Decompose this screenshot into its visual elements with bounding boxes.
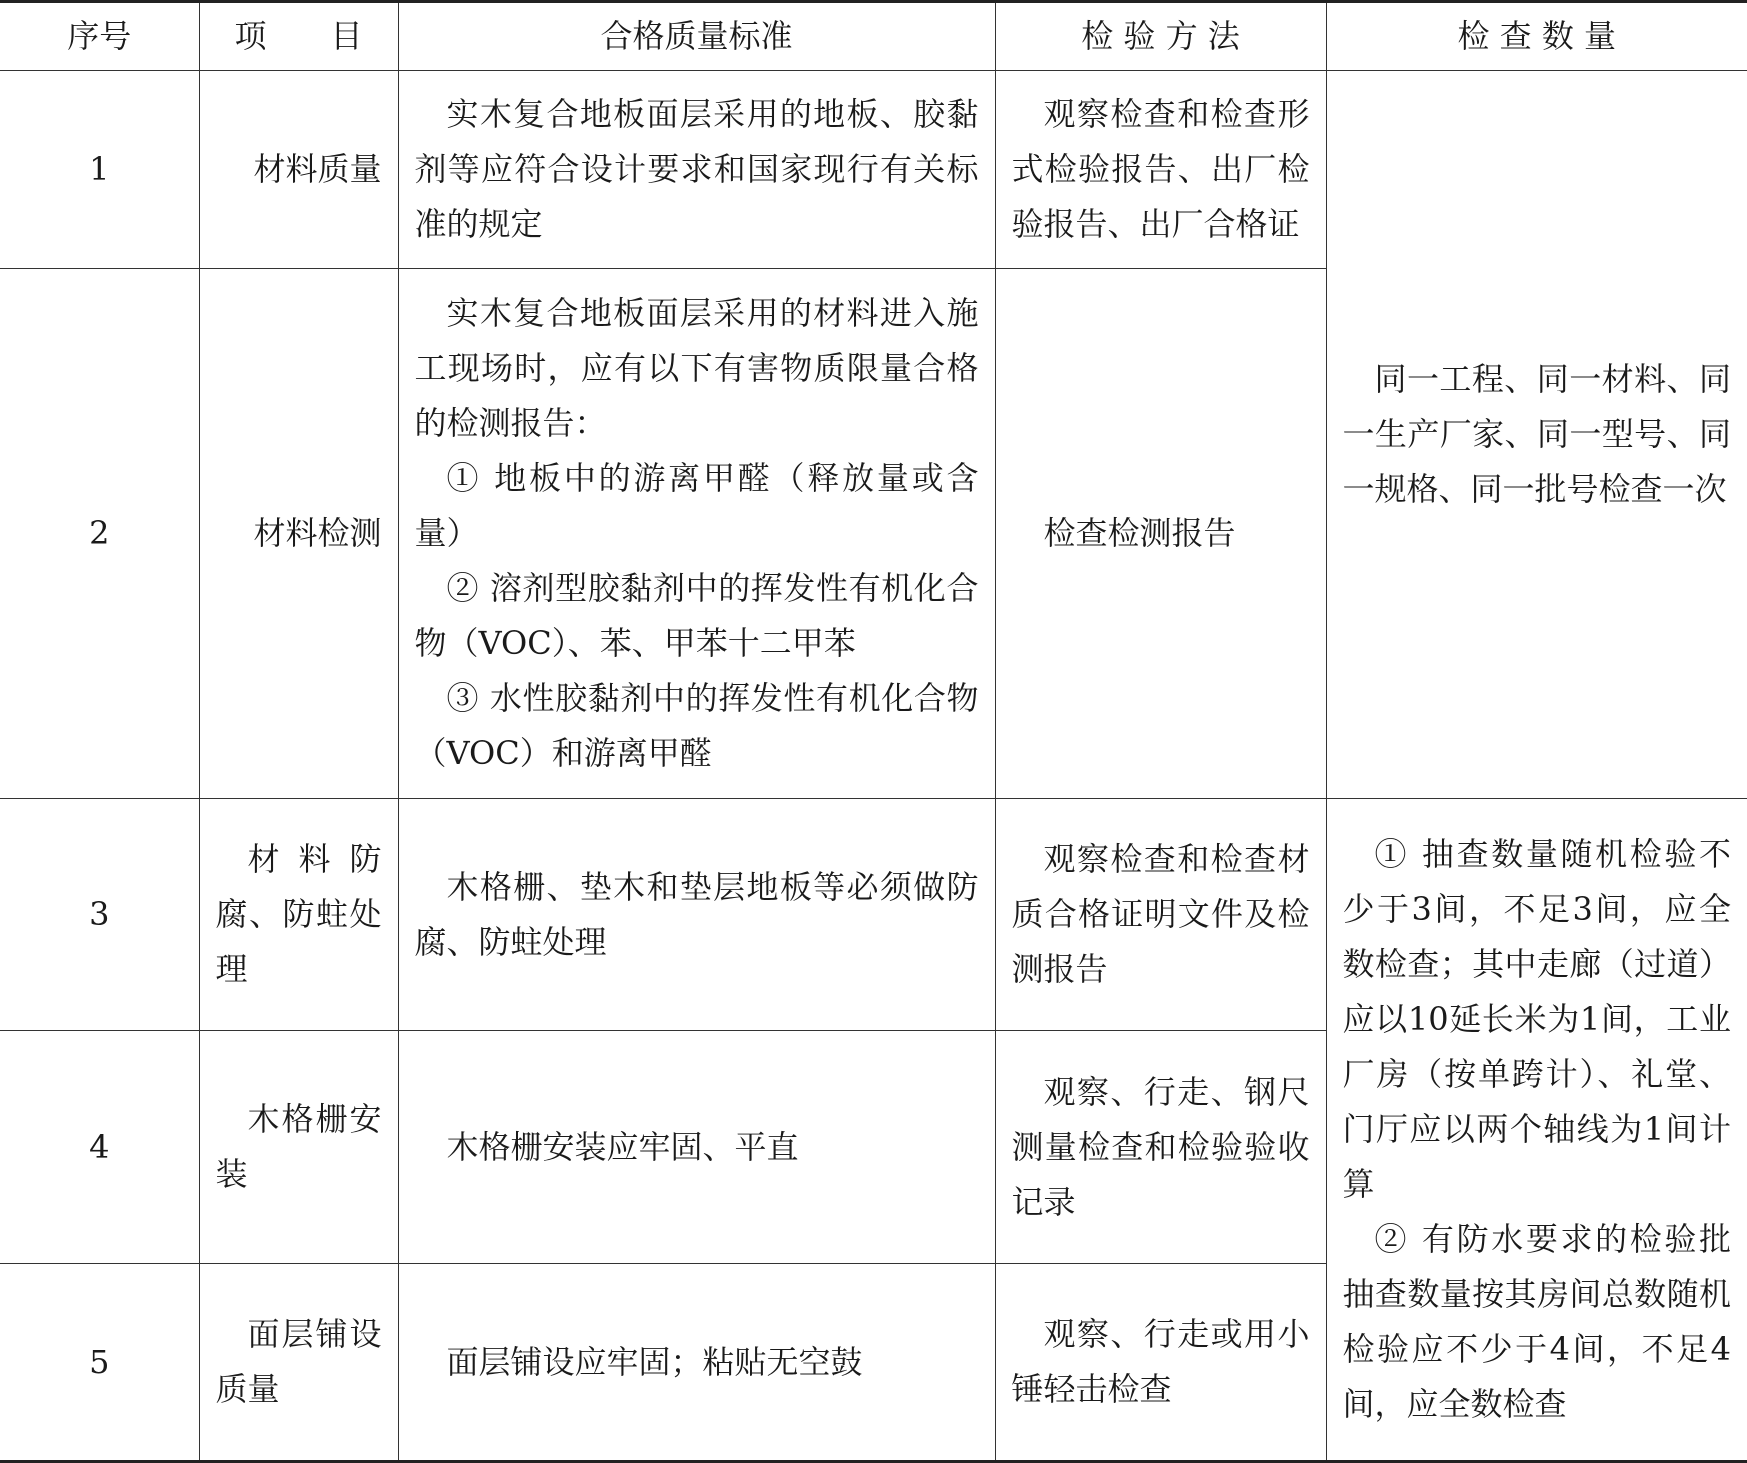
row-method: 观察检查和检查形式检验报告、出厂检验报告、出厂合格证 bbox=[995, 71, 1326, 269]
standard-text: ① 地板中的游离甲醛（释放量或含量） bbox=[414, 459, 979, 552]
row-method: 观察检查和检查材质合格证明文件及检测报告 bbox=[995, 799, 1326, 1031]
standard-text: 木格栅安装应牢固、平直 bbox=[446, 1127, 799, 1166]
row-method: 观察、行走或用小锤轻击检查 bbox=[995, 1264, 1326, 1462]
table-header-row bbox=[0, 2, 1747, 71]
row-item: 木格栅安装 bbox=[199, 1031, 398, 1264]
standard-text: 实木复合地板面层采用的地板、胶黏剂等应符合设计要求和国家现行有关标准的规定 bbox=[414, 95, 979, 243]
row-number: 3 bbox=[0, 799, 199, 1031]
row-standard bbox=[398, 799, 995, 1031]
row-number: 2 bbox=[0, 269, 199, 799]
header-method: 检 验 方 法 bbox=[995, 2, 1326, 71]
table-row bbox=[0, 71, 1747, 269]
row-item: 材料防腐、防蛀处理 bbox=[199, 799, 398, 1031]
row-method: 检查检测报告 bbox=[995, 269, 1326, 799]
row-item: 材料质量 bbox=[199, 71, 398, 269]
quantity-text: ① 抽查数量随机检验不少于3间，不足3间，应全数检查；其中走廊（过道）应以10延长米为1间，工业厂房（按单跨计）、礼堂、门厅应以两个轴线为1间计算 bbox=[1342, 835, 1731, 1203]
quantity-cell-group-1 bbox=[1326, 71, 1747, 799]
quantity-text: 同一工程、同一材料、同一生产厂家、同一型号、同一规格、同一批号检查一次 bbox=[1342, 360, 1731, 508]
header-item: 项 目 bbox=[199, 2, 398, 71]
row-item: 材料检测 bbox=[199, 269, 398, 799]
row-number: 5 bbox=[0, 1264, 199, 1462]
header-quantity: 检 查 数 量 bbox=[1326, 2, 1747, 71]
row-item: 面层铺设质量 bbox=[199, 1264, 398, 1462]
row-method: 观察、行走、钢尺测量检查和检验验收记录 bbox=[995, 1031, 1326, 1264]
row-number: 4 bbox=[0, 1031, 199, 1264]
row-standard bbox=[398, 71, 995, 269]
standard-text: 木格栅、垫木和垫层地板等必须做防腐、防蛀处理 bbox=[414, 867, 979, 961]
row-number: 1 bbox=[0, 71, 199, 269]
row-standard bbox=[398, 1031, 995, 1264]
row-standard bbox=[398, 269, 995, 799]
header-no: 序号 bbox=[0, 2, 199, 71]
header-standard: 合格质量标准 bbox=[398, 2, 995, 71]
table-row bbox=[0, 799, 1747, 1031]
standard-text: 实木复合地板面层采用的材料进入施工现场时，应有以下有害物质限量合格的检测报告： bbox=[414, 294, 979, 442]
standard-text: 面层铺设应牢固；粘贴无空鼓 bbox=[446, 1342, 863, 1381]
standard-text: ③ 水性胶黏剂中的挥发性有机化合物（VOC）和游离甲醛 bbox=[414, 679, 979, 772]
quantity-cell-group-2 bbox=[1326, 799, 1747, 1462]
quantity-text: ② 有防水要求的检验批抽查数量按其房间总数随机检验应不少于4间，不足4间，应全数检查 bbox=[1342, 1220, 1731, 1423]
standard-text: ② 溶剂型胶黏剂中的挥发性有机化合物（VOC）、苯、甲苯十二甲苯 bbox=[414, 569, 979, 662]
row-standard bbox=[398, 1264, 995, 1462]
